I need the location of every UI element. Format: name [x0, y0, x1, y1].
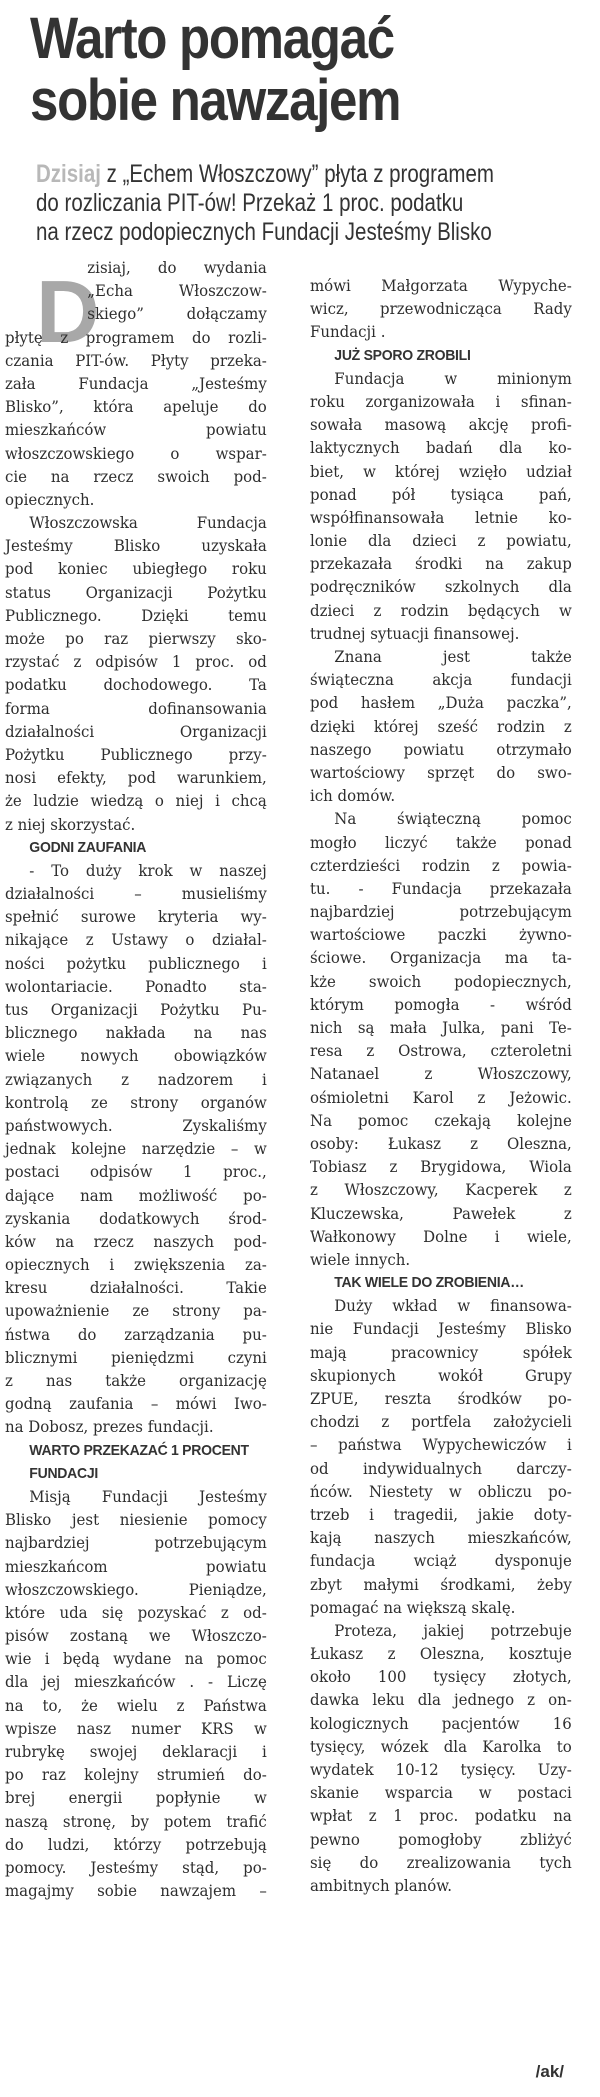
- text-line: wie i będą wydane na pomoc: [5, 1649, 267, 1669]
- text-line: opiecznych.: [5, 489, 95, 509]
- text-line: ich domów.: [310, 786, 396, 806]
- text-line: skiego” dołączamy: [87, 304, 267, 324]
- text-line: czterdzieści rodzin z powia-: [310, 855, 572, 875]
- text-line: Kluczewska, Pawełek z: [310, 1203, 572, 1223]
- text-line: Fundacji .: [310, 322, 386, 342]
- text-line: z nas także organizację: [5, 1371, 267, 1390]
- text-line: kają naszych mieszkańców,: [310, 1528, 572, 1548]
- text-line: Fundacja w minionym: [334, 368, 572, 388]
- text-line: do ludzi, którzy potrzebują: [5, 1834, 267, 1854]
- text-line: kontrolą ze strony organów: [5, 1092, 267, 1112]
- text-line: na Dobosz, prezes fundacji.: [5, 1417, 214, 1437]
- text-line: Znana jest także: [334, 647, 572, 666]
- text-line: ństwa do zarządzania pu-: [5, 1324, 267, 1344]
- text-line: włoszczowskiego. Pieniądze,: [5, 1579, 267, 1599]
- text-line: opiecznych i zwiększenia za-: [5, 1255, 267, 1275]
- text-line: najbardziej potrzebującym: [5, 1533, 267, 1553]
- text-line: zisiaj, do wydania: [87, 258, 267, 277]
- text-line: Proteza, jakiej potrzebuje: [334, 1620, 572, 1640]
- text-line: zyskania dodatkowych środ-: [5, 1208, 267, 1228]
- text-line: fundacja wciąż dysponuje: [310, 1551, 572, 1571]
- text-line: z Włoszczowy, Kacperek z: [310, 1180, 572, 1200]
- section-subheading: WARTO PRZEKAZAĆ 1 PROCENT: [29, 1441, 249, 1459]
- text-line: dzięki której sześć rodzin z: [310, 716, 572, 736]
- text-line: ośmioletni Karol z Jeżowic.: [310, 1087, 572, 1107]
- text-line: – państwa Wypychewiczów i: [310, 1435, 572, 1455]
- text-line: ZPUE, reszta środków po-: [310, 1389, 572, 1408]
- text-line: włoszczowskiego o wspar-: [5, 443, 267, 463]
- text-line: mają pracownicy spółek: [310, 1342, 572, 1362]
- article-headline: [30, 8, 523, 132]
- text-line: kologicznych pacjentów 16: [310, 1713, 572, 1733]
- text-line: Publicznego. Dzięki temu: [5, 605, 267, 625]
- text-line: blicznymi pieniędzmi czyni: [5, 1347, 267, 1367]
- text-line: „Echa Włoszczow-: [87, 281, 267, 301]
- text-line: pod hasłem „Duża paczka”,: [310, 693, 572, 713]
- section-subheading: FUNDACJI: [29, 1464, 98, 1482]
- text-line: osoby: Łukasz z Oleszna,: [310, 1133, 572, 1153]
- text-line: nosi efekty, pod warunkiem,: [5, 768, 267, 788]
- text-line: Duży wkład w finansowa-: [334, 1296, 572, 1316]
- text-line: skanie wsparcia w postaci: [310, 1783, 572, 1803]
- text-line: cie na rzecz swoich pod-: [5, 466, 267, 486]
- text-line: którym pomogła - wśród: [310, 994, 572, 1014]
- text-line: pomagać na większą skalę.: [310, 1597, 516, 1617]
- text-line: trzeb i tragedii, jakie doty-: [310, 1504, 572, 1524]
- lead-line: do rozliczania PIT-ów! Przekaż 1 proc. podatku: [36, 189, 464, 217]
- text-line: działalności Organizacji: [5, 721, 267, 741]
- text-line: około 100 tysięcy złotych,: [310, 1667, 572, 1687]
- text-line: ponad pół tysiąca pań,: [310, 484, 572, 504]
- section-subheading: TAK WIELE DO ZROBIENIA…: [334, 1274, 524, 1292]
- text-line: blicznego nakłada na nas: [5, 1023, 267, 1043]
- lead-text: z „Echem Włoszczowy” płyta z programem: [100, 160, 494, 188]
- text-line: naszego powiatu otrzymało: [310, 739, 572, 759]
- text-line: na to, że wielu z Państwa: [5, 1695, 267, 1715]
- text-line: Jesteśmy Blisko uzyskała: [5, 536, 267, 556]
- section-subheading: GODNI ZAUFANIA: [29, 838, 147, 856]
- author-signature: /ak/: [535, 2062, 564, 2081]
- text-line: kże swoich podopiecznych,: [310, 971, 572, 991]
- text-line: od indywidualnych darczy-: [310, 1458, 572, 1478]
- text-line: resa z Ostrowa, czteroletni: [310, 1041, 572, 1061]
- text-line: Blisko jest niesienie pomocy: [5, 1510, 267, 1530]
- text-line: skupionych wokół Grupy: [310, 1365, 572, 1385]
- text-line: wicz, przewodnicząca Rady: [310, 299, 572, 319]
- text-line: które uda się pozyskać z od-: [5, 1602, 267, 1622]
- text-line: pisów zostaną we Włoszczo-: [5, 1626, 267, 1646]
- text-line: pewno pomogłoby zbliżyć: [310, 1829, 572, 1849]
- text-line: Blisko”, która apeluje do: [5, 397, 267, 417]
- lead-kicker: Dzisiaj: [36, 160, 101, 188]
- text-line: Tobiasz z Brygidowa, Wiola: [310, 1157, 572, 1177]
- text-line: wpisze nasz numer KRS w: [5, 1718, 267, 1738]
- text-line: dla jej mieszkańców . - Liczę: [5, 1672, 267, 1692]
- text-line: laktycznych badań dla ko-: [310, 438, 572, 458]
- text-line: postaci odpisów 1 proc.,: [5, 1162, 267, 1182]
- text-line: tysięcy, wózek dla Karolka to: [310, 1736, 572, 1756]
- text-line: wartościowe paczki żywno-: [310, 925, 572, 945]
- text-line: ściowe. Organizacja ma ta-: [310, 948, 572, 968]
- text-line: wydatek 10-12 tysięcy. Uzy-: [310, 1760, 572, 1779]
- text-line: wiele innych.: [310, 1249, 411, 1269]
- text-line: ńców. Niestety w obliczu po-: [310, 1481, 572, 1501]
- text-line: trudnej sytuacji finansowej.: [310, 623, 520, 643]
- text-line: że ludzie wiedzą o niej i chcą: [5, 791, 267, 811]
- text-line: ności pożytku publicznego i: [5, 953, 267, 973]
- text-line: - To duży krok w naszej: [29, 860, 267, 880]
- text-line: Włoszczowska Fundacja: [29, 513, 267, 533]
- lead-line: na rzecz podopiecznych Fundacji Jesteśmy Blisko: [36, 218, 492, 246]
- text-line: tus Organizacji Pożytku Pu-: [5, 1000, 267, 1019]
- text-line: rzystać z odpisów 1 proc. od: [5, 652, 267, 672]
- text-line: ambitnych planów.: [310, 1875, 453, 1895]
- text-line: godną zaufania – mówi Iwo-: [5, 1394, 267, 1414]
- text-line: Na świąteczną pomoc: [334, 809, 572, 829]
- text-line: czania PIT-ów. Płyty przeka-: [5, 350, 267, 370]
- text-line: wartościowy sprzęt do swo-: [310, 762, 572, 782]
- text-line: status Organizacji Pożytku: [5, 582, 267, 602]
- text-line: nie Fundacji Jesteśmy Blisko: [310, 1319, 572, 1339]
- text-line: płytę z programem do rozli-: [5, 327, 267, 347]
- text-line: biet, w której wzięło udział: [310, 461, 572, 481]
- text-line: ków na rzecz naszych pod-: [5, 1231, 267, 1251]
- text-line: naszą stronę, by potem trafić: [5, 1811, 267, 1831]
- text-line: współfinansowała letnie ko-: [310, 507, 572, 527]
- text-line: brej energii popłynie w: [5, 1788, 267, 1808]
- text-line: dzieci z rodzin będących w: [310, 600, 572, 620]
- text-line: pomocy. Jesteśmy stąd, po-: [5, 1857, 267, 1877]
- text-line: roku zorganizowała i sfinan-: [310, 391, 572, 411]
- text-line: mieszkańcom powiatu: [5, 1556, 267, 1576]
- text-line: pod koniec ubiegłego roku: [5, 559, 267, 579]
- text-line: tu. - Fundacja przekazała: [310, 878, 572, 898]
- text-line: podręczników szkolnych dla: [310, 577, 572, 597]
- text-line: upoważnienie ze strony pa-: [5, 1301, 267, 1321]
- text-line: działalności – musieliśmy: [5, 884, 267, 904]
- text-line: świąteczna akcja fundacji: [310, 670, 572, 690]
- text-line: się do zrealizowania tych: [310, 1852, 572, 1872]
- text-line: dające nam możliwość po-: [5, 1185, 267, 1205]
- text-line: zbyt małymi środkami, żeby: [310, 1574, 572, 1594]
- text-line: magajmy sobie nawzajem –: [5, 1881, 267, 1901]
- text-line: chodzi z portfela założycieli: [310, 1412, 572, 1432]
- text-line: nich są mała Julka, pani Te-: [310, 1018, 572, 1037]
- text-line: podatku dochodowego. Ta: [5, 675, 267, 695]
- text-line: dawka leku dla jednego z on-: [310, 1690, 572, 1710]
- text-line: mogło liczyć także ponad: [310, 832, 572, 852]
- text-line: mieszkańców powiatu: [5, 420, 267, 440]
- lead-line: [36, 160, 544, 189]
- headline-line: sobie nawzajem: [30, 68, 401, 133]
- text-line: Natanael z Włoszczowy,: [310, 1064, 572, 1084]
- text-line: może po raz pierwszy sko-: [5, 629, 267, 648]
- text-line: państwowych. Zyskaliśmy: [5, 1115, 267, 1135]
- text-line: nikające z Ustawy o działal-: [5, 930, 267, 950]
- text-line: wpłat z 1 proc. podatku na: [310, 1806, 572, 1826]
- text-line: Misją Fundacji Jesteśmy: [29, 1486, 267, 1506]
- text-line: mówi Małgorzata Wypyche-: [310, 276, 572, 295]
- text-line: związanych z nadzorem i: [5, 1069, 267, 1089]
- headline-line: Warto pomagać: [30, 6, 394, 71]
- text-line: Pożytku Publicznego przy-: [5, 744, 267, 764]
- text-line: spełnić surowe kryteria wy-: [5, 907, 267, 927]
- text-line: sowała masową akcję profi-: [310, 415, 572, 435]
- text-line: z niej skorzystać.: [5, 814, 136, 834]
- text-line: zała Fundacja „Jesteśmy: [5, 373, 267, 393]
- article-lead: [36, 160, 544, 247]
- section-subheading: JUŻ SPORO ZROBILI: [334, 346, 471, 364]
- article-column-right: [310, 274, 590, 1897]
- text-line: Wałkonowy Dolne i wiele,: [310, 1226, 572, 1246]
- text-line: przekazała środki na zakup: [310, 554, 572, 574]
- text-line: forma dofinansowania: [5, 698, 267, 718]
- text-line: po raz kolejny strumień do-: [5, 1765, 267, 1785]
- text-line: wolontariacie. Ponadto sta-: [5, 976, 267, 996]
- text-line: rubrykę swojej deklaracji i: [5, 1742, 267, 1761]
- text-line: Na pomoc czekają kolejne: [310, 1110, 572, 1130]
- text-line: Łukasz z Oleszna, kosztuje: [310, 1644, 572, 1664]
- text-line: jednak kolejne narzędzie – w: [5, 1139, 267, 1159]
- text-line: lonie dla dzieci z powiatu,: [310, 531, 572, 551]
- drop-cap: D: [36, 262, 100, 361]
- article-column-left: [5, 256, 285, 1902]
- text-line: kresu działalności. Takie: [5, 1278, 267, 1298]
- text-line: najbardziej potrzebującym: [310, 902, 572, 922]
- text-line: wiele nowych obowiązków: [5, 1046, 267, 1066]
